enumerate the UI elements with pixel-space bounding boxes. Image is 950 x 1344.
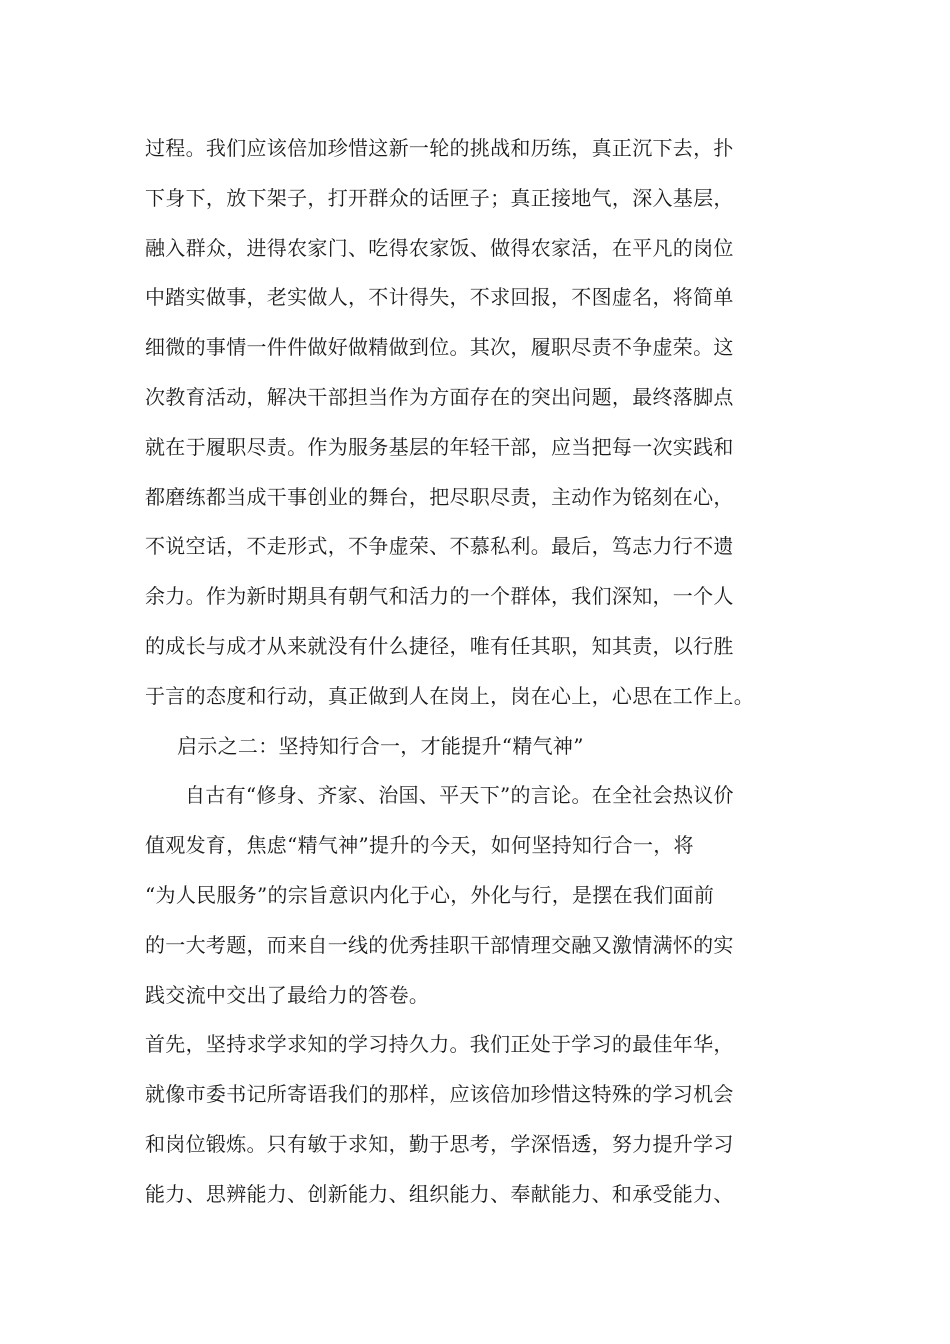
- text-line: 下身下，放下架子，打开群众的话匣子；真正接地气，深入基层，: [145, 185, 734, 210]
- text-line: 值观发育，焦虑“精气神”提升的今天，如何坚持知行合一，将: [145, 833, 694, 858]
- section-heading: 启示之二：坚持知行合一，才能提升“精气神”: [177, 733, 584, 758]
- text-line: 中踏实做事，老实做人，不计得失，不求回报，不图虚名，将简单: [145, 285, 734, 310]
- text-line: 过程。我们应该倍加珍惜这新一轮的挑战和历练，真正沉下去，扑: [145, 136, 734, 160]
- text-line: 的成长与成才从来就没有什么捷径，唯有任其职，知其责，以行胜: [145, 633, 734, 658]
- body-text: [145, 124, 815, 1220]
- text-line: 和岗位锻炼。只有敏于求知，勤于思考，学深悟透，努力提升学习: [145, 1131, 734, 1156]
- text-line: 于言的态度和行动，真正做到人在岗上，岗在心上，心思在工作上。: [145, 683, 754, 708]
- text-line: 践交流中交出了最给力的答卷。: [145, 982, 430, 1007]
- text-line: 就在于履职尽责。作为服务基层的年轻干部，应当把每一次实践和: [145, 434, 734, 459]
- text-line: 自古有“修身、齐家、治国、平天下”的言论。在全社会热议价: [185, 783, 734, 808]
- text-line: 就像市委书记所寄语我们的那样，应该倍加珍惜这特殊的学习机会: [145, 1082, 734, 1107]
- text-line: 余力。作为新时期具有朝气和活力的一个群体，我们深知，一个人: [145, 584, 734, 609]
- text-line: 都磨练都当成干事创业的舞台，把尽职尽责，主动作为铭刻在心，: [145, 484, 734, 509]
- text-line: 能力、思辨能力、创新能力、组织能力、奉献能力、和承受能力、: [145, 1181, 734, 1206]
- text-line: 融入群众，进得农家门、吃得农家饭、做得农家活，在平凡的岗位: [145, 235, 734, 260]
- text-line: 的一大考题，而来自一线的优秀挂职干部情理交融又激情满怀的实: [145, 932, 734, 957]
- text-line: 首先，坚持求学求知的学习持久力。我们正处于学习的最佳年华，: [145, 1032, 734, 1057]
- text-line: “为人民服务”的宗旨意识内化于心，外化与行，是摆在我们面前: [145, 882, 715, 907]
- text-line: 次教育活动，解决干部担当作为方面存在的突出问题，最终落脚点: [145, 384, 734, 409]
- text-line: 细微的事情一件件做好做精做到位。其次，履职尽责不争虚荣。这: [145, 335, 734, 360]
- text-line: 不说空话，不走形式，不争虚荣、不慕私利。最后，笃志力行不遗: [145, 534, 734, 559]
